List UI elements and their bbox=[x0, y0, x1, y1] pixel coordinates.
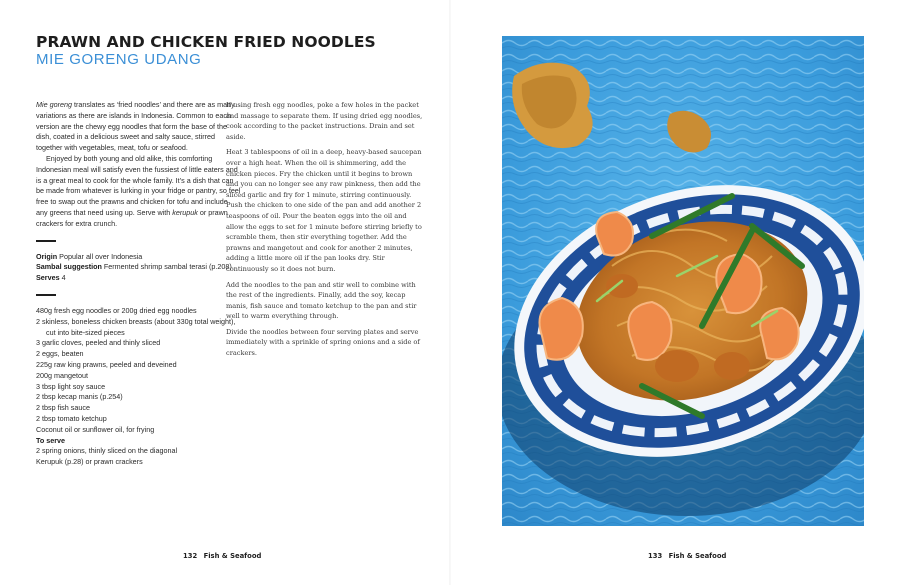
meta-origin-value: Popular all over Indonesia bbox=[57, 251, 143, 261]
food-photo-icon bbox=[502, 36, 864, 526]
intro-paragraph-2 bbox=[36, 154, 241, 230]
meta-sambal-label: Sambal suggestion bbox=[36, 262, 102, 272]
ingredient-list bbox=[36, 306, 241, 436]
meta-serves-value: 4 bbox=[59, 273, 66, 283]
meta-sambal bbox=[36, 262, 241, 273]
ingredient-item: Coconut oil or sunflower oil, for frying bbox=[36, 424, 155, 434]
food-photo bbox=[502, 36, 864, 526]
ingredient-item: 480g fresh egg noodles or 200g dried egg noodles bbox=[36, 305, 197, 315]
ingredient-item: 3 tbsp light soy sauce bbox=[36, 381, 106, 391]
meta-serves bbox=[36, 273, 241, 284]
intro-emphasis: Mie goreng bbox=[36, 100, 72, 109]
meta-sambal-value: Fermented shrimp sambal terasi (p.208) bbox=[101, 262, 232, 272]
meta-serves-label: Serves bbox=[36, 273, 60, 283]
ingredient-item: 200g mangetout bbox=[36, 370, 88, 380]
ingredient-item: 2 eggs, beaten bbox=[36, 349, 84, 359]
ingredient-item: 2 tbsp tomato ketchup bbox=[36, 413, 107, 423]
recipe-subtitle: MIE GORENG UDANG bbox=[36, 51, 202, 68]
ingredient-item: 225g raw king prawns, peeled and deveined bbox=[36, 359, 177, 369]
section-name: Fish & Seafood bbox=[668, 552, 727, 560]
page-number: 133 bbox=[648, 552, 663, 560]
ingredient-item: 2 skinless, boneless chicken breasts (about 330g total weight), cut into bite-sized pieces bbox=[36, 316, 236, 337]
section-name: Fish & Seafood bbox=[203, 552, 262, 560]
method-step: Add the noodles to the pan and stir well to combine with the rest of the ingredients. Finally, add the soy, kecap manis, fish sauce and tomato ketchup to the pan and stir well to warm everything through. bbox=[226, 280, 417, 321]
ingredient-item: 3 garlic cloves, peeled and thinly sliced bbox=[36, 338, 161, 348]
intro-p2-text: Enjoyed by both young and old alike, this comforting Indonesian meal will satisfy even the fussiest of little eaters and is a great meal to cook for the whole family. It’s a dish that can be made from whatever is lurking in your fridge or pantry, so feel free to swap out the prawns and chicken for tofu and include any greens that need using up. Serve with bbox=[36, 153, 241, 217]
method-step: Divide the noodles between four serving plates and serve immediately with a sprinkle of spring onions and a side of crackers. bbox=[226, 327, 420, 358]
to-serve-list bbox=[36, 446, 241, 468]
intro-paragraph-1 bbox=[36, 100, 241, 154]
recipe-title: PRAWN AND CHICKEN FRIED NOODLES bbox=[36, 33, 376, 51]
section-divider bbox=[36, 240, 56, 242]
intro-p1-text: translates as ‘fried noodles’ and there are as many variations as there are islands in Indonesia. Common to each version are the chewy egg noodles that form the base of the dish, coated in a delicious sweet and salty sauce, stirred together with vegetables, meat, tofu or seafood. bbox=[36, 100, 235, 153]
intro-column bbox=[36, 100, 241, 468]
to-serve-item: 2 spring onions, thinly sliced on the diagonal bbox=[36, 446, 178, 456]
method-step: If using fresh egg noodles, poke a few holes in the packet and massage to separate them. If using dried egg noodles, cook according to the packet instructions. Drain and set aside. bbox=[226, 101, 423, 141]
method-column bbox=[226, 100, 426, 364]
folio-right bbox=[648, 552, 726, 560]
intro-p2-emphasis: kerupuk bbox=[172, 207, 198, 217]
meta-origin-label: Origin bbox=[36, 251, 58, 261]
ingredient-item: 2 tbsp kecap manis (p.254) bbox=[36, 392, 123, 402]
folio-left bbox=[183, 552, 261, 560]
method-step: Heat 3 tablespoons of oil in a deep, heavy-based saucepan over a high heat. When the oil is shimmering, add the chicken pieces. Fry the chicken until it begins to brown and you can no longer see any raw pinkness, then add the sliced garlic and fry for 1 minute, stirring continuously. Push the chicken to one side of the pan and add another 2 teaspoons of oil. Pour the beaten eggs into the oil and allow the eggs to set for 1 minute before stirring briefly to scramble them, then stir everything together. Add the prawns and mangetout and cook for another 2 minutes, adding a little more oil if the pan looks dry. Stir continuously so it does not burn. bbox=[226, 148, 422, 273]
recipe-meta bbox=[36, 252, 241, 284]
ingredient-item: 2 tbsp fish sauce bbox=[36, 403, 90, 413]
to-serve-item: Kerupuk (p.28) or prawn crackers bbox=[36, 457, 143, 467]
meta-origin bbox=[36, 252, 241, 263]
spread-gutter bbox=[449, 0, 451, 585]
intro-text bbox=[36, 100, 241, 230]
intro-p2-end: or prawn crackers for extra crunch. bbox=[36, 207, 228, 228]
to-serve-heading: To serve bbox=[36, 435, 66, 445]
section-divider bbox=[36, 294, 56, 296]
page-number: 132 bbox=[183, 552, 198, 560]
